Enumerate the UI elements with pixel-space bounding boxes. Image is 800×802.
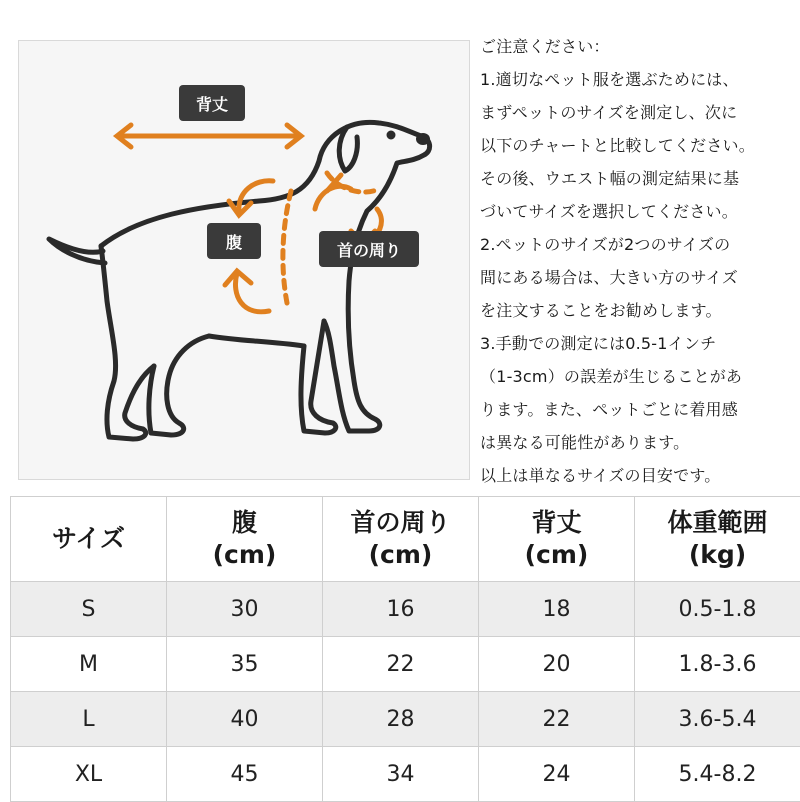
notes-line: 間にある場合は、大きい方のサイズ	[480, 261, 798, 294]
cell-size: S	[11, 582, 167, 637]
notes-line: 3.手動での測定には0.5-1インチ	[480, 327, 798, 360]
cell-back-length: 20	[479, 637, 635, 692]
notes-line: 1.適切なペット服を選ぶためには、	[480, 63, 798, 96]
table-row	[11, 692, 800, 747]
cell-weight: 3.6-5.4	[635, 692, 800, 747]
size-chart-table	[10, 496, 800, 802]
dog-outline	[49, 122, 430, 439]
header-belly: 腹 (cm)	[167, 497, 323, 582]
cell-back-length: 24	[479, 747, 635, 802]
notes-line: （1-3cm）の誤差が生じることがあ	[480, 360, 798, 393]
cell-weight: 1.8-3.6	[635, 637, 800, 692]
table-row	[11, 637, 800, 692]
notes-line: 2.ペットのサイズが2つのサイズの	[480, 228, 798, 261]
cell-belly: 45	[167, 747, 323, 802]
table-row	[11, 747, 800, 802]
cell-back-length: 22	[479, 692, 635, 747]
belly-label: 腹	[207, 223, 261, 259]
header-neck: 首の周り (cm)	[323, 497, 479, 582]
cell-weight: 0.5-1.8	[635, 582, 800, 637]
table-header-row	[11, 497, 800, 582]
cell-size: L	[11, 692, 167, 747]
cell-back-length: 18	[479, 582, 635, 637]
cell-belly: 30	[167, 582, 323, 637]
header-back-length: 背丈 (cm)	[479, 497, 635, 582]
notes-line: ご注意ください：	[480, 30, 798, 63]
notes-line: その後、ウエスト幅の測定結果に基	[480, 162, 798, 195]
notes-line: を注文することをお勧めします。	[480, 294, 798, 327]
belly-loop	[283, 191, 291, 303]
cell-belly: 40	[167, 692, 323, 747]
measurement-diagram	[18, 40, 470, 480]
cell-neck: 34	[323, 747, 479, 802]
neck-label: 首の周り	[319, 231, 419, 267]
cell-size: M	[11, 637, 167, 692]
notes-line: ります。また、ペットごとに着用感	[480, 393, 798, 426]
cell-size: XL	[11, 747, 167, 802]
notes-line: づいてサイズを選択してください。	[480, 195, 798, 228]
size-notes	[480, 30, 798, 492]
header-weight-range: 体重範囲 (kg)	[635, 497, 800, 582]
notes-line: は異なる可能性があります。	[480, 426, 798, 459]
notes-line: 以下のチャートと比較してください。	[480, 129, 798, 162]
notes-line: 以上は単なるサイズの目安です。	[480, 459, 798, 492]
nose-mark	[416, 133, 430, 145]
cell-weight: 5.4-8.2	[635, 747, 800, 802]
cell-neck: 28	[323, 692, 479, 747]
cell-belly: 35	[167, 637, 323, 692]
table-row	[11, 582, 800, 637]
notes-line: まずペットのサイズを測定し、次に	[480, 96, 798, 129]
back-length-label: 背丈	[179, 85, 245, 121]
cell-neck: 16	[323, 582, 479, 637]
cell-neck: 22	[323, 637, 479, 692]
header-size: サイズ	[11, 497, 167, 582]
